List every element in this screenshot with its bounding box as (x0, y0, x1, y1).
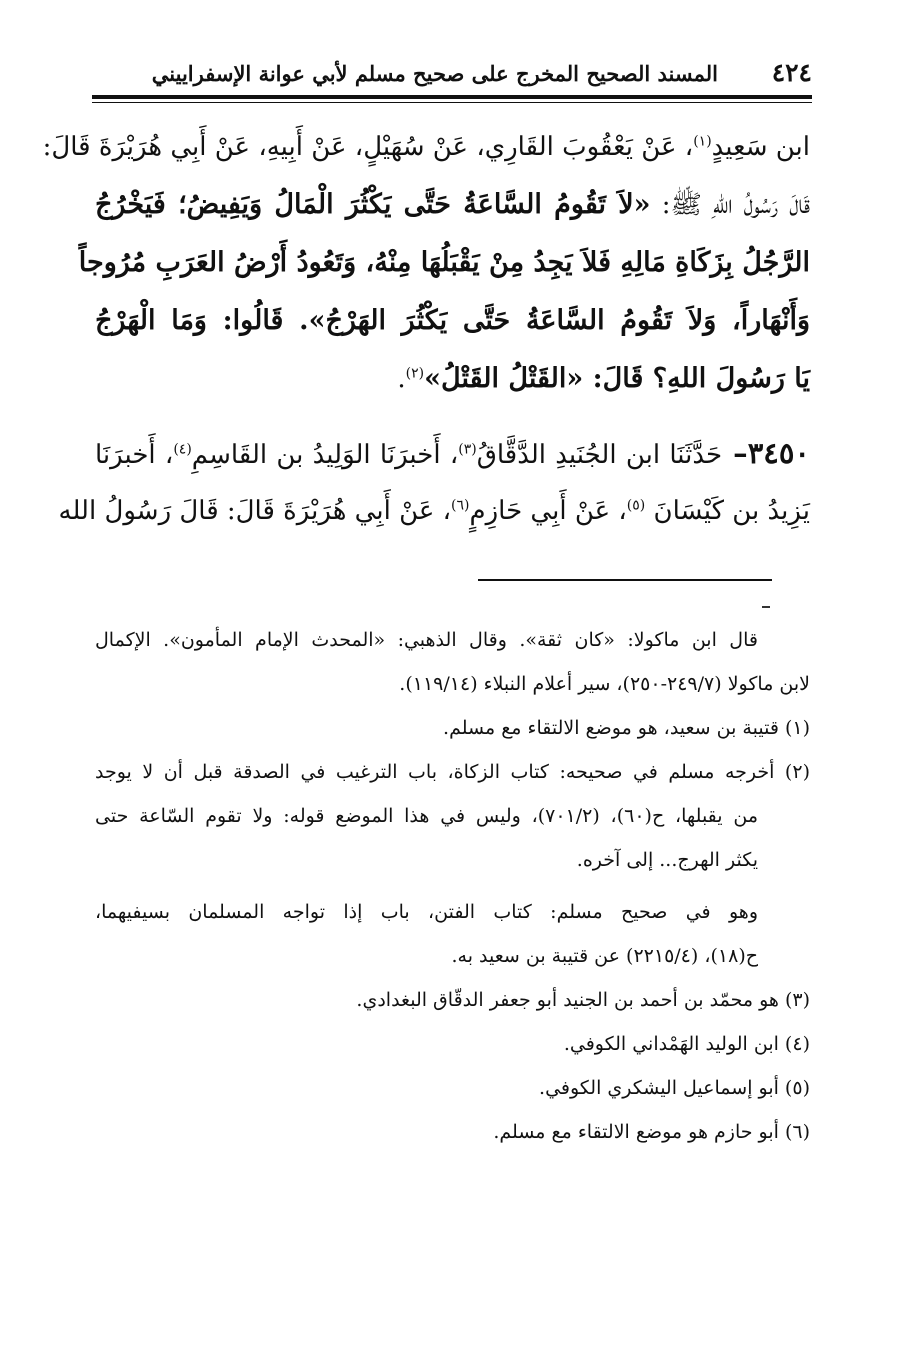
hadith-text: «لاَ تَقُومُ السَّاعَةُ حَتَّى يَكْثُرَ الْمَالُ وَيَفِيضُ؛ فَيَخْرُجُ (95, 189, 651, 220)
text-line-5 (95, 350, 810, 408)
footnote-3: (٣) هو محمّد بن أحمد بن الجنيد أبو جعفر الدقّاق البغدادي. (356, 989, 810, 1011)
page-header (92, 58, 812, 94)
hadith-text: يَا رَسُولَ اللهِ؟ قَالَ: «القَتْلُ القَتْلُ» (424, 363, 810, 394)
hadith-dash: – (722, 436, 748, 470)
footnotes (95, 618, 810, 1154)
footnote-1: (١) قتيبة بن سعيد، هو موضع الالتقاء مع مسلم. (443, 717, 810, 739)
footnote-2-line-3: يكثر الهرج... إلى آخره. (576, 849, 758, 871)
footnote-2-line-2: من يقبلها، ح(٦٠)، (٧٠١/٢)، وليس في هذا الموضع قوله: ولا تقوم السّاعة حتى (95, 805, 758, 827)
footnote-ref-4[interactable]: (٤) (173, 441, 192, 458)
running-title: المسند الصحيح المخرج على صحيح مسلم لأبي عوانة الإسفراييني (151, 61, 718, 86)
text-segment: ، أَخبرَنَا (95, 440, 174, 470)
footnote-ref-2[interactable]: (٢) (405, 365, 425, 382)
text-segment: ، عَنْ أَبِي حَازِمٍ (469, 496, 627, 526)
text-line-2 (95, 176, 810, 234)
footnote-2-line-4: وهو في صحيح مسلم: كتاب الفتن، باب إذا تواجه المسلمان بسيفيهما، (95, 901, 758, 923)
footnote-gap (95, 882, 810, 890)
paragraph-gap (95, 408, 810, 424)
footnote-2-line-1: (٢) أخرجه مسلم في صحيحه: كتاب الزكاة، باب الترغيب في الصدقة قبل أن لا يوجد (95, 761, 810, 783)
page-number: ٤٢٤ (771, 58, 812, 87)
text-segment: ابن سَعِيدٍ (711, 132, 810, 162)
header-rule-thin (92, 102, 812, 103)
footnote-continued-line-2: لابن ماكولا (٢٤٩/٧-٢٥٠)، سير أعلام النبلاء (١١٩/١٤). (399, 673, 810, 695)
text-segment: ، أَخبرَنَا الوَلِيدُ بن القَاسِمِ (191, 440, 459, 470)
hadith-number: ٣٤٥٠ (747, 436, 810, 470)
text-line-6 (95, 424, 810, 482)
text-segment: حَدَّثَنَا ابن الجُنَيدِ الدَّقَّاقُ (476, 440, 723, 470)
text-segment: . (397, 364, 406, 394)
text-line-1 (42, 118, 810, 176)
footnote-ref-6[interactable]: (٦) (451, 497, 470, 514)
footnote-ref-3[interactable]: (٣) (458, 441, 477, 458)
text-segment: يَزِيدُ بن كَيْسَانَ (645, 496, 810, 526)
text-line-4: وَأَنْهَاراً، وَلاَ تَقُومُ السَّاعَةُ حَتَّى يَكْثُرَ الهَرْجُ». قَالُوا: وَمَا الْهَرْجُ (95, 305, 810, 336)
footnote-5: (٥) أبو إسماعيل اليشكري الكوفي. (539, 1077, 810, 1099)
footnote-6: (٦) أبو حازم هو موضع الالتقاء مع مسلم. (493, 1121, 810, 1143)
text-line-3: الرَّجُلُ بِزَكَاةِ مَالِهِ فَلاَ يَجِدُ مِنْ يَقْبَلُهَا مِنْهُ، وَتَعُودُ أَرْضُ العَرَبِ مُرُوجاً (78, 247, 810, 278)
text-segment: ، عَنْ يَعْقُوبَ القَارِي، عَنْ سُهَيْلٍ، عَنْ أَبِيهِ، عَنْ أَبِي هُرَيْرَةَ قَالَ: (42, 132, 694, 162)
footnote-4: (٤) ابن الوليد الهَمْداني الكوفي. (563, 1033, 810, 1055)
footnote-continued-line-1: قال ابن ماكولا: «كان ثقة». وقال الذهبي: «المحدث الإمام المأمون». الإكمال (95, 629, 758, 651)
continuation-mark (762, 606, 770, 608)
text-segment: قَالَ رَسُولُ اللهِ ﷺ: (650, 190, 811, 220)
footnote-2-line-5: ح(١٨)، (٢٢١٥/٤) عن قتيبة بن سعيد به. (451, 945, 758, 967)
footnote-ref-1[interactable]: (١) (693, 133, 712, 150)
text-segment: ، عَنْ أَبِي هُرَيْرَةَ قَالَ: قَالَ رَسُولُ الله (58, 496, 452, 526)
main-text (42, 118, 811, 540)
footnote-ref-5[interactable]: (٥) (626, 497, 646, 514)
text-line-7 (58, 482, 810, 540)
footnote-separator (478, 579, 772, 581)
header-rule-thick (92, 95, 812, 99)
